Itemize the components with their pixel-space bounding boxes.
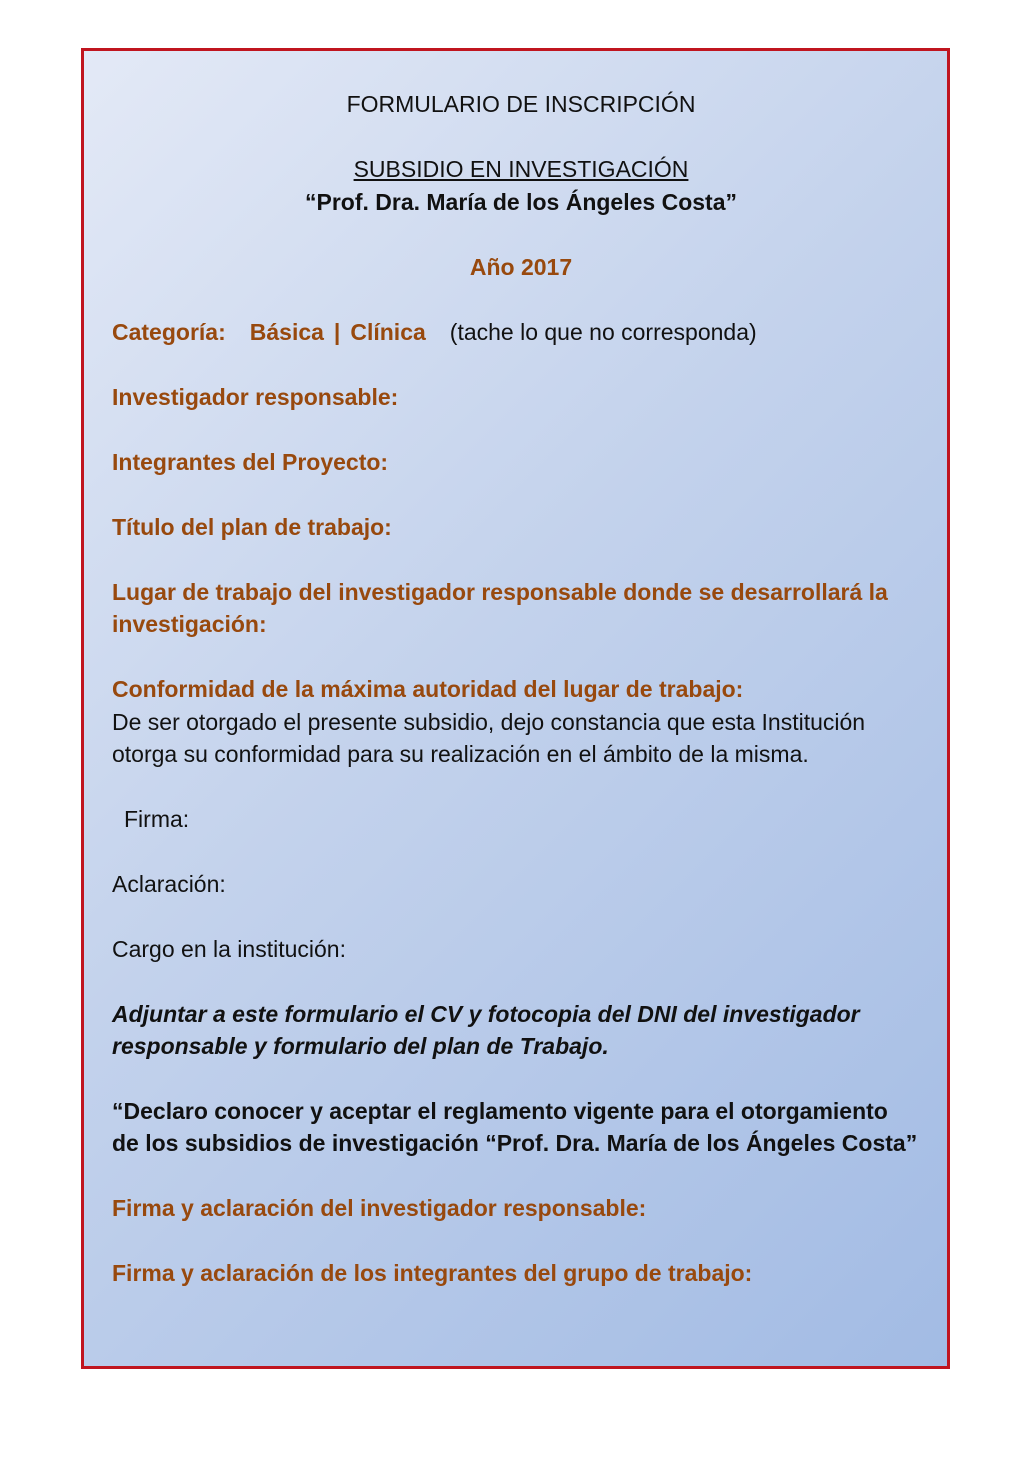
category-separator: | bbox=[333, 319, 341, 345]
plan-title-label: Título del plan de trabajo: bbox=[112, 514, 392, 540]
category-row bbox=[112, 316, 757, 348]
attach-note-line2: responsable y formulario del plan de Trabajo. bbox=[112, 1033, 609, 1059]
signature-label: Firma: bbox=[124, 806, 190, 832]
year-label: Año 2017 bbox=[469, 254, 573, 280]
workplace-label-line1: Lugar de trabajo del investigador responsable donde se desarrollará la bbox=[112, 579, 888, 605]
honoree-name: “Prof. Dra. María de los Ángeles Costa” bbox=[304, 189, 737, 215]
category-label: Categoría: bbox=[112, 319, 226, 345]
conformity-label: Conformidad de la máxima autoridad del lugar de trabajo: bbox=[112, 676, 744, 702]
declaration-line2: de los subsidios de investigación “Prof. Dra. María de los Ángeles Costa” bbox=[112, 1130, 918, 1156]
sign-members-label: Firma y aclaración de los integrantes del grupo de trabajo: bbox=[112, 1260, 753, 1286]
responsible-label: Investigador responsable: bbox=[112, 384, 399, 410]
category-option-clinical[interactable]: Clínica bbox=[350, 319, 426, 345]
subsidy-title: SUBSIDIO EN INVESTIGACIÓN bbox=[353, 156, 689, 182]
category-option-basic[interactable]: Básica bbox=[249, 319, 324, 345]
conformity-text-line1: De ser otorgado el presente subsidio, dejo constancia que esta Institución bbox=[112, 709, 866, 735]
form-heading: FORMULARIO DE INSCRIPCIÓN bbox=[346, 91, 696, 117]
sign-responsible-label: Firma y aclaración del investigador responsable: bbox=[112, 1195, 647, 1221]
members-label: Integrantes del Proyecto: bbox=[112, 449, 389, 475]
workplace-label-line2: investigación: bbox=[112, 611, 267, 637]
conformity-text-line2: otorga su conformidad para su realización en el ámbito de la misma. bbox=[112, 741, 809, 767]
position-label: Cargo en la institución: bbox=[112, 936, 346, 962]
clarification-label: Aclaración: bbox=[112, 871, 226, 897]
category-note: (tache lo que no corresponda) bbox=[449, 319, 757, 345]
attach-note-line1: Adjuntar a este formulario el CV y fotocopia del DNI del investigador bbox=[112, 1001, 860, 1027]
declaration-line1: “Declaro conocer y aceptar el reglamento vigente para el otorgamiento bbox=[112, 1098, 888, 1124]
